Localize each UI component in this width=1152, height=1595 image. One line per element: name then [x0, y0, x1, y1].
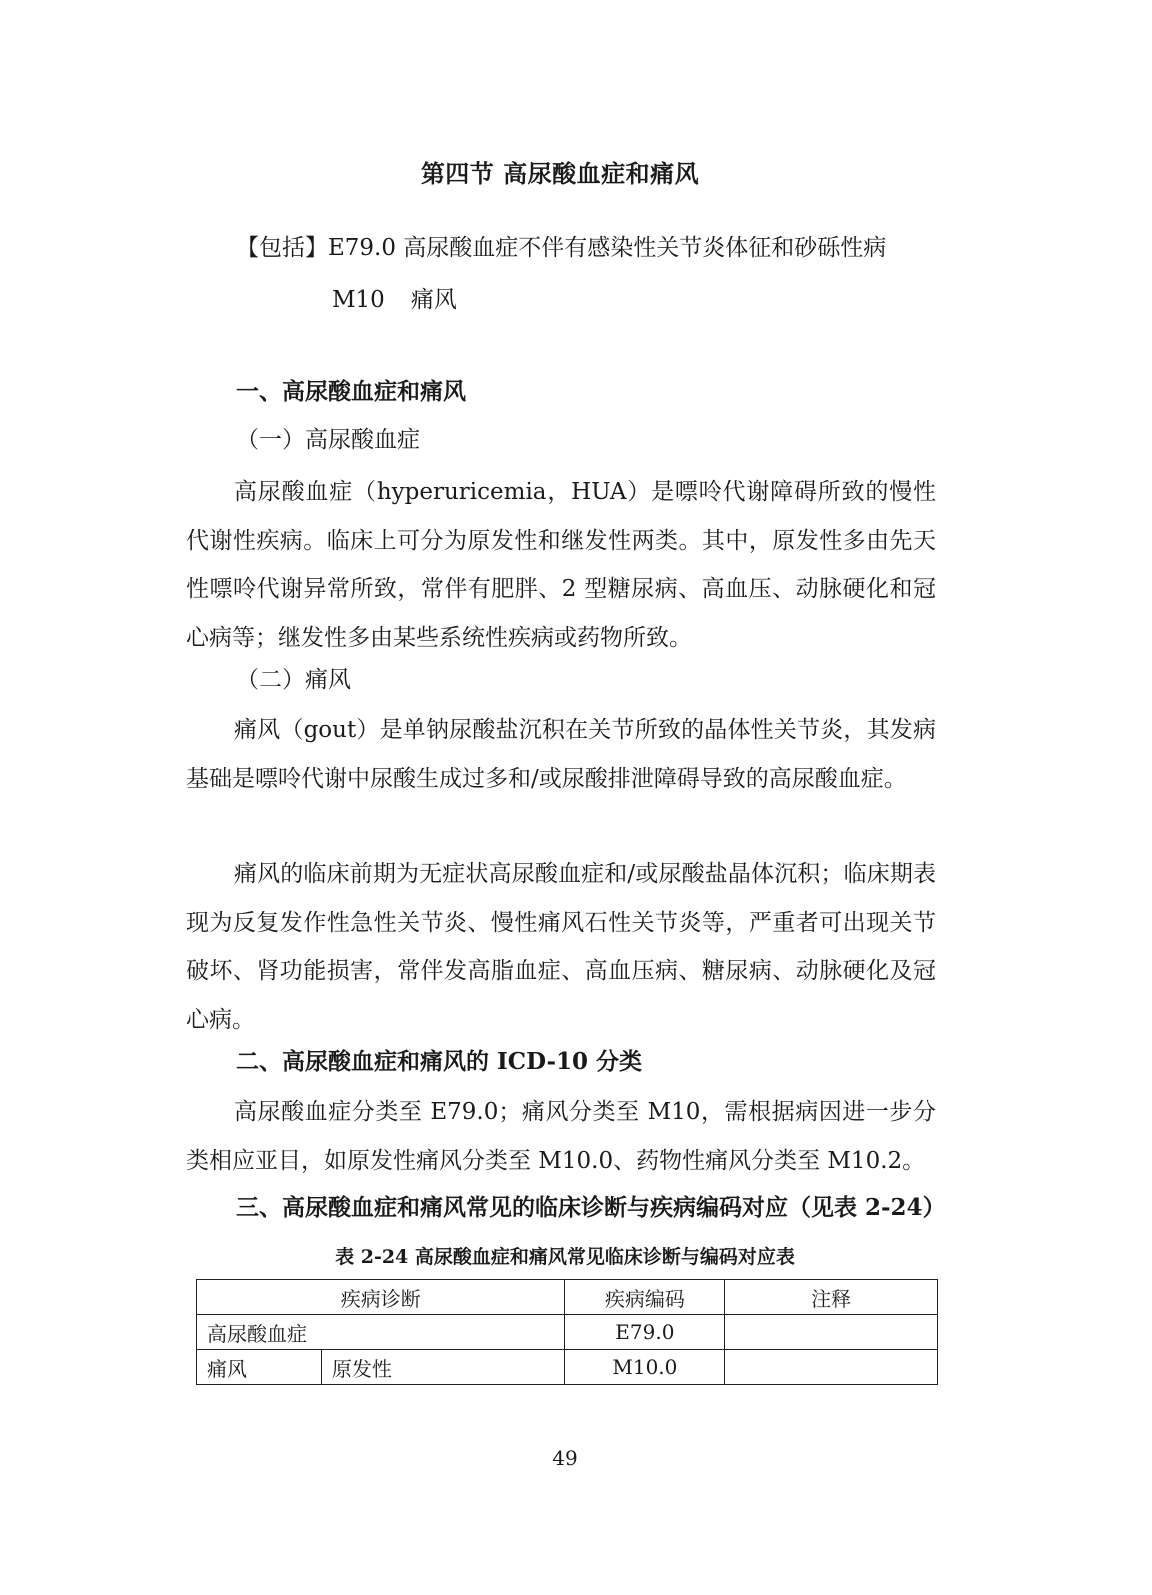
- subheading-1: （一）高尿酸血症: [236, 427, 420, 453]
- cell-code: M10.0: [565, 1350, 725, 1385]
- includes-line-1: [236, 232, 886, 264]
- header-code: 疾病编码: [565, 1280, 725, 1315]
- cell-diagnosis: 痛风: [197, 1350, 322, 1385]
- table-header-row: [197, 1280, 938, 1315]
- paragraph-gout-clinical: 痛风的临床前期为无症状高尿酸血症和/或尿酸盐晶体沉积；临床期表现为反复发作性急性关节炎、慢性痛风石性关节炎等，严重者可出现关节破坏、肾功能损害，常伴发高脂血症、高血压病、糖尿病、动脉硬化及冠心病。: [186, 861, 936, 1033]
- header-diagnosis: 疾病诊断: [197, 1280, 565, 1315]
- cell-code: E79.0: [565, 1315, 725, 1350]
- header-note: 注释: [725, 1280, 938, 1315]
- paragraph-icd-classification: 高尿酸血症分类至 E79.0；痛风分类至 M10，需根据病因进一步分类相应亚目，如原发性痛风分类至 M10.0、药物性痛风分类至 M10.2。: [186, 1099, 936, 1174]
- includes-line2-code: M10: [332, 287, 385, 313]
- cell-note: [725, 1350, 938, 1385]
- includes-label: 【包括】: [236, 235, 328, 261]
- includes-line1-text: E79.0 高尿酸血症不伴有感染性关节炎体征和砂砾性病: [328, 235, 887, 261]
- cell-note: [725, 1315, 938, 1350]
- table-caption: 表 2-24 高尿酸血症和痛风常见临床诊断与编码对应表: [335, 1246, 795, 1268]
- paragraph-gout-definition: 痛风（gout）是单钠尿酸盐沉积在关节所致的晶体性关节炎，其发病基础是嘌呤代谢中尿酸生成过多和/或尿酸排泄障碍导致的高尿酸血症。: [186, 717, 936, 792]
- heading-1: 一、高尿酸血症和痛风: [236, 378, 466, 405]
- section-title: 第四节 高尿酸血症和痛风: [420, 159, 700, 188]
- table-row: [197, 1350, 938, 1385]
- heading-2: 二、高尿酸血症和痛风的 ICD-10 分类: [236, 1048, 643, 1075]
- includes-line-2: [332, 284, 457, 316]
- cell-diagnosis: 高尿酸血症: [197, 1315, 565, 1350]
- heading-3: 三、高尿酸血症和痛风常见的临床诊断与疾病编码对应（见表 2-24）: [236, 1194, 946, 1221]
- subheading-2: （二）痛风: [236, 667, 351, 693]
- includes-line2-text: 痛风: [410, 287, 457, 313]
- table-row: [197, 1315, 938, 1350]
- diagnosis-code-table: [196, 1279, 938, 1385]
- cell-subtype: 原发性: [321, 1350, 565, 1385]
- page-number: 49: [552, 1446, 578, 1470]
- paragraph-hyperuricemia: 高尿酸血症（hyperuricemia，HUA）是嘌呤代谢障碍所致的慢性代谢性疾病。临床上可分为原发性和继发性两类。其中，原发性多由先天性嘌呤代谢异常所致，常伴有肥胖、2 型糖尿病、高血压、动脉硬化和冠心病等；继发性多由某些系统性疾病或药物所致。: [186, 479, 936, 651]
